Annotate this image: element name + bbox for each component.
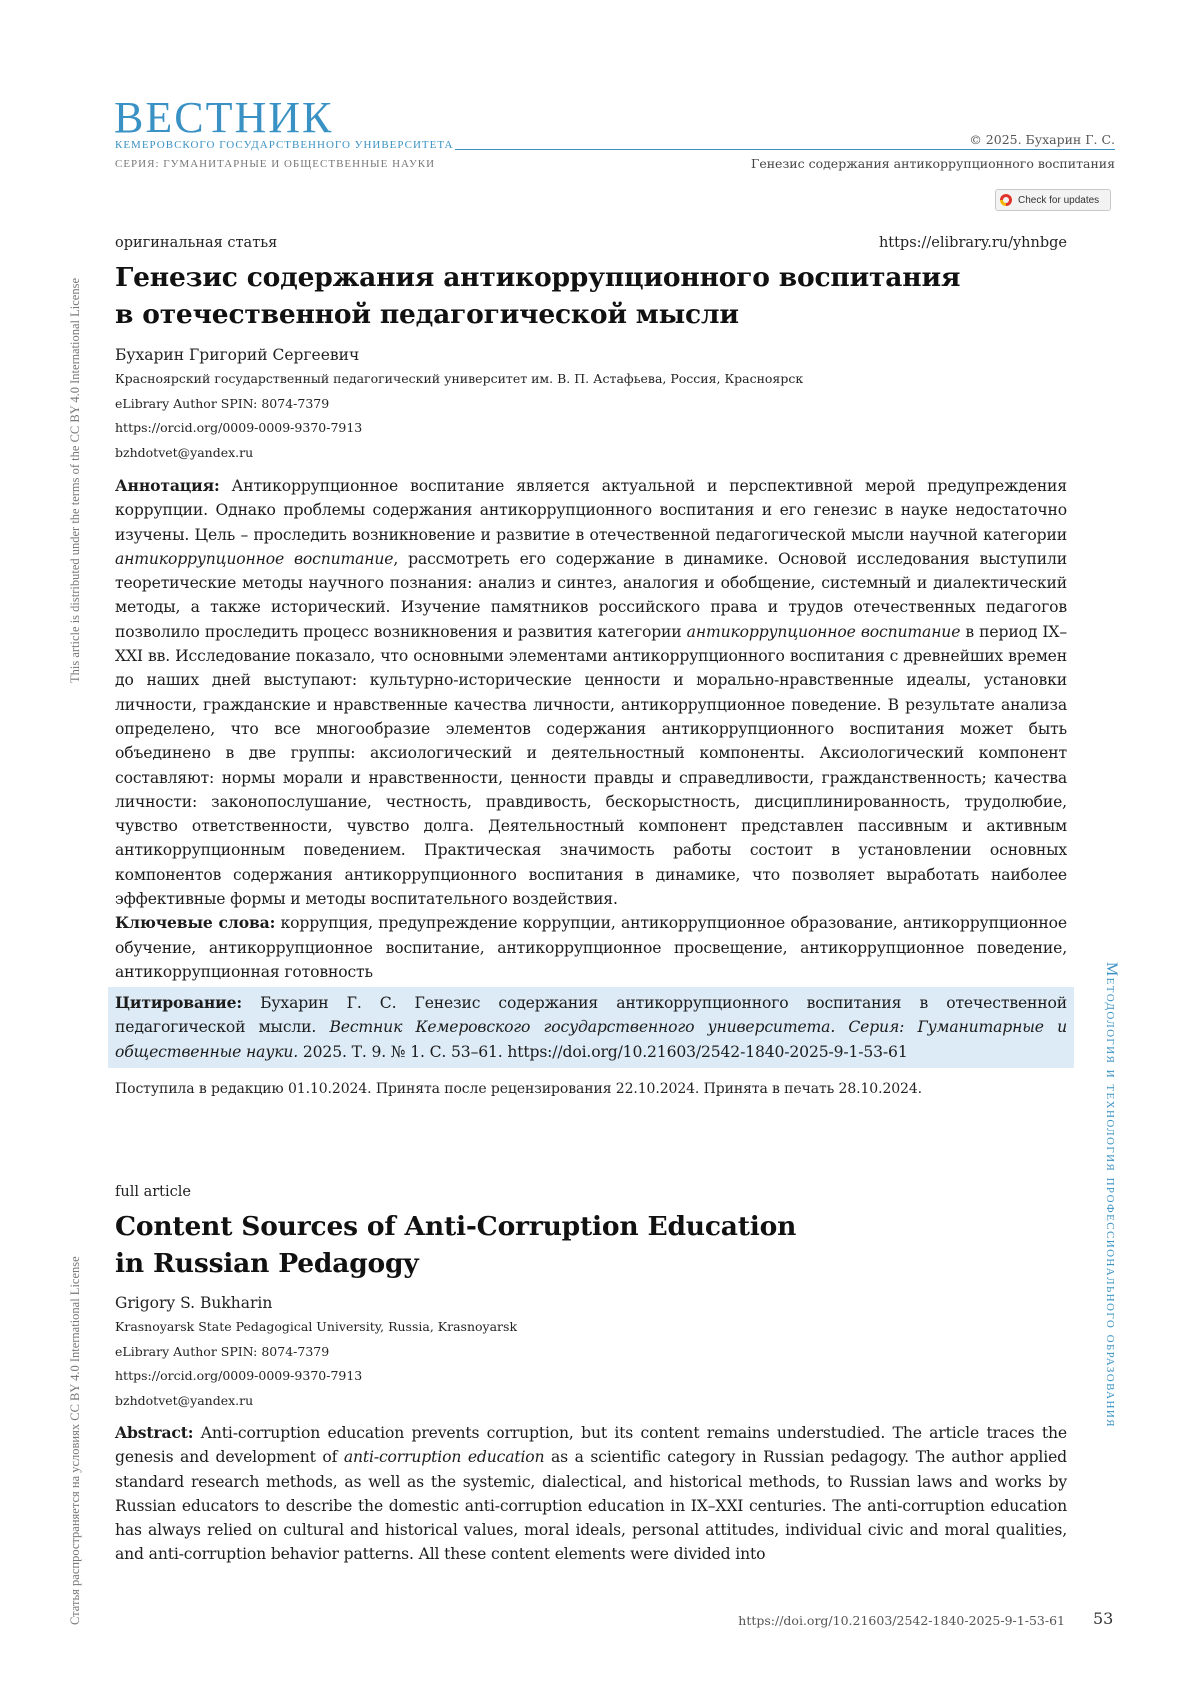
elibrary-link[interactable]: https://elibrary.ru/yhnbge — [878, 235, 1067, 251]
article-title-ru-line2: в отечественной педагогической мысли — [115, 299, 739, 330]
section-title-vertical: Методология и технология профессионального образования — [1103, 962, 1120, 1428]
abstract-en — [115, 1421, 1067, 1567]
keywords-text-ru: коррупция, предупреждение коррупции, антикоррупционное образование, антикоррупционное обучение, антикоррупционное воспитание, антикоррупционное просвещение, антикоррупционное поведение, антикоррупционная готовность — [115, 914, 1067, 981]
orcid-link-en[interactable]: https://orcid.org/0009-0009-9370-7913 — [115, 1368, 363, 1383]
abstract-text-ru-2: , рассмотреть его содержание в динамике. Основой исследования выступили теоретические методы научного познания: анализ и синтез, аналогия и обобщение, системный и диалектический методы, а также исторический. Изучение памятников российского права и трудов отечественных педагогов позволило проследить процесс возникновения и развития категории — [115, 549, 1067, 641]
orcid-link-ru[interactable]: https://orcid.org/0009-0009-9370-7913 — [115, 420, 363, 435]
abstract-text-en-2: as a scientific category in Russian pedagogy. The author applied standard research methods, as well as the systemic, dialectical, and historical methods, to Russian laws and works by Russian educators to describe the domestic anti-corruption education in IX–XXI centuries. The anti-corruption education has always relied on cultural and historical values, moral ideals, personal attitudes, individual civic and moral qualities, and anti-corruption behavior patterns. All these content elements were divided into — [115, 1448, 1068, 1564]
citation-text — [115, 991, 1067, 1064]
running-title: Генезис содержания антикоррупционного воспитания — [751, 156, 1115, 171]
journal-logo-university: КЕМЕРОВСКОГО ГОСУДАРСТВЕННОГО УНИВЕРСИТЕТА — [115, 139, 454, 151]
license-ru-vertical: Статья распространяется на условиях CC BY 4.0 International License — [68, 1256, 82, 1625]
journal-series: СЕРИЯ: ГУМАНИТАРНЫЕ И ОБЩЕСТВЕННЫЕ НАУКИ — [115, 158, 436, 170]
citation-label: Цитирование: — [115, 993, 242, 1012]
author-details-en — [115, 1315, 1067, 1413]
citation-text-1: Бухарин Г. С. Генезис содержания антикоррупционного воспитания в отечественной педагогической мысли. — [115, 994, 1067, 1037]
page-number: 53 — [1093, 1609, 1114, 1628]
affiliation-en: Krasnoyarsk State Pedagogical University, Russia, Krasnoyarsk — [115, 1319, 518, 1334]
article-title-ru — [115, 259, 1067, 333]
abstract-italic-en-1: anti-corruption education — [343, 1448, 545, 1467]
header-divider — [455, 149, 1115, 150]
received-dates: Поступила в редакцию 01.10.2024. Принята после рецензирования 22.10.2024. Принята в печать 28.10.2024. — [115, 1081, 923, 1097]
article-type-en: full article — [115, 1184, 191, 1200]
abstract-text-ru-1: Антикоррупционное воспитание является актуальной и перспективной мерой предупреждения коррупции. Однако проблемы содержания антикоррупционного воспитания и его генезис в науке недостаточно изучены. Цель – проследить возникновение и развитие в отечественной педагогической мысли научной категории — [115, 477, 1067, 544]
article-title-en-line1: Content Sources of Anti-Corruption Education — [115, 1211, 797, 1242]
journal-logo-title: ВЕСТНИК — [114, 93, 334, 142]
email-link-ru[interactable]: bzhdotvet@yandex.ru — [115, 444, 254, 460]
article-type-en-row — [115, 1184, 1067, 1200]
author-name-ru: Бухарин Григорий Сергеевич — [115, 346, 360, 364]
citation-journal: Вестник Кемеровского государственного университета. Серия: Гуманитарные и общественные науки. — [115, 1018, 1067, 1061]
affiliation-ru: Красноярский государственный педагогический университет им. В. П. Астафьева, Россия, Красноярск — [115, 371, 804, 386]
spin-en: eLibrary Author SPIN: 8074-7379 — [115, 1343, 330, 1359]
check-for-updates-button[interactable] — [995, 189, 1111, 211]
citation-box — [108, 987, 1074, 1068]
crossmark-icon — [1000, 194, 1012, 206]
article-title-ru-line1: Генезис содержания антикоррупционного воспитания — [115, 262, 961, 293]
author-name-en: Grigory S. Bukharin — [115, 1294, 273, 1312]
keywords-label-ru: Ключевые слова: — [115, 913, 276, 933]
footer-doi-link[interactable]: https://doi.org/10.21603/2542-1840-2025-9-1-53-61 — [738, 1613, 1065, 1628]
keywords-ru — [115, 911, 1067, 984]
citation-text-2: 2025. Т. 9. № 1. С. 53–61. https://doi.org/10.21603/2542-1840-2025-9-1-53-61 — [298, 1042, 908, 1061]
abstract-italic-ru-2: антикоррупционное воспитание — [686, 622, 961, 641]
article-title-en-line2: in Russian Pedagogy — [115, 1248, 419, 1279]
author-details-ru — [115, 367, 1067, 465]
article-meta-row — [115, 235, 1067, 251]
article-title-en — [115, 1208, 1067, 1282]
abstract-ru — [115, 474, 1067, 984]
abstract-text-ru-3: в период IX–XXI вв. Исследование показало, что основными элементами антикоррупционного воспитания с древнейших времен до наших дней выступают: культурно-исторические ценности и морально-нравственные идеалы, установки личности, гражданские и нравственные качества личности, антикоррупционное поведение. В результате анализа определено, что все многообразие элементов содержания антикоррупционного воспитания может быть объединено в две группы: аксиологический и деятельностный компоненты. Аксиологический компонент составляют: нормы морали и нравственности, ценности правды и справедливости, гражданственность; качества личности: законопослушание, честность, правдивость, бескорыстность, дисциплинированность, трудолюбие, чувство ответственности, чувство долга. Деятельностный компонент представлен пассивным и активным антикоррупционным поведением. Практическая значимость работы состоит в установлении основных компонентов содержания антикоррупционного воспитания в динамике, что позволяет выработать наиболее эффективные формы и методы воспитательного воздействия. — [115, 622, 1067, 909]
license-en-vertical: This article is distributed under the terms of the CC BY 4.0 International License — [68, 278, 82, 683]
abstract-text-en-1: Anti-corruption education prevents corruption, but its content remains understudied. The article traces the genesis and development of — [115, 1424, 1067, 1467]
spin-ru: eLibrary Author SPIN: 8074-7379 — [115, 395, 330, 411]
article-type: оригинальная статья — [115, 235, 278, 251]
check-for-updates-label: Check for updates — [1018, 194, 1100, 206]
abstract-label-ru: Аннотация: — [115, 476, 220, 495]
abstract-label-en: Abstract: — [115, 1423, 194, 1442]
abstract-italic-ru-1: антикоррупционное воспитание — [115, 549, 394, 568]
email-link-en[interactable]: bzhdotvet@yandex.ru — [115, 1392, 254, 1408]
copyright: © 2025. Бухарин Г. С. — [969, 132, 1115, 147]
